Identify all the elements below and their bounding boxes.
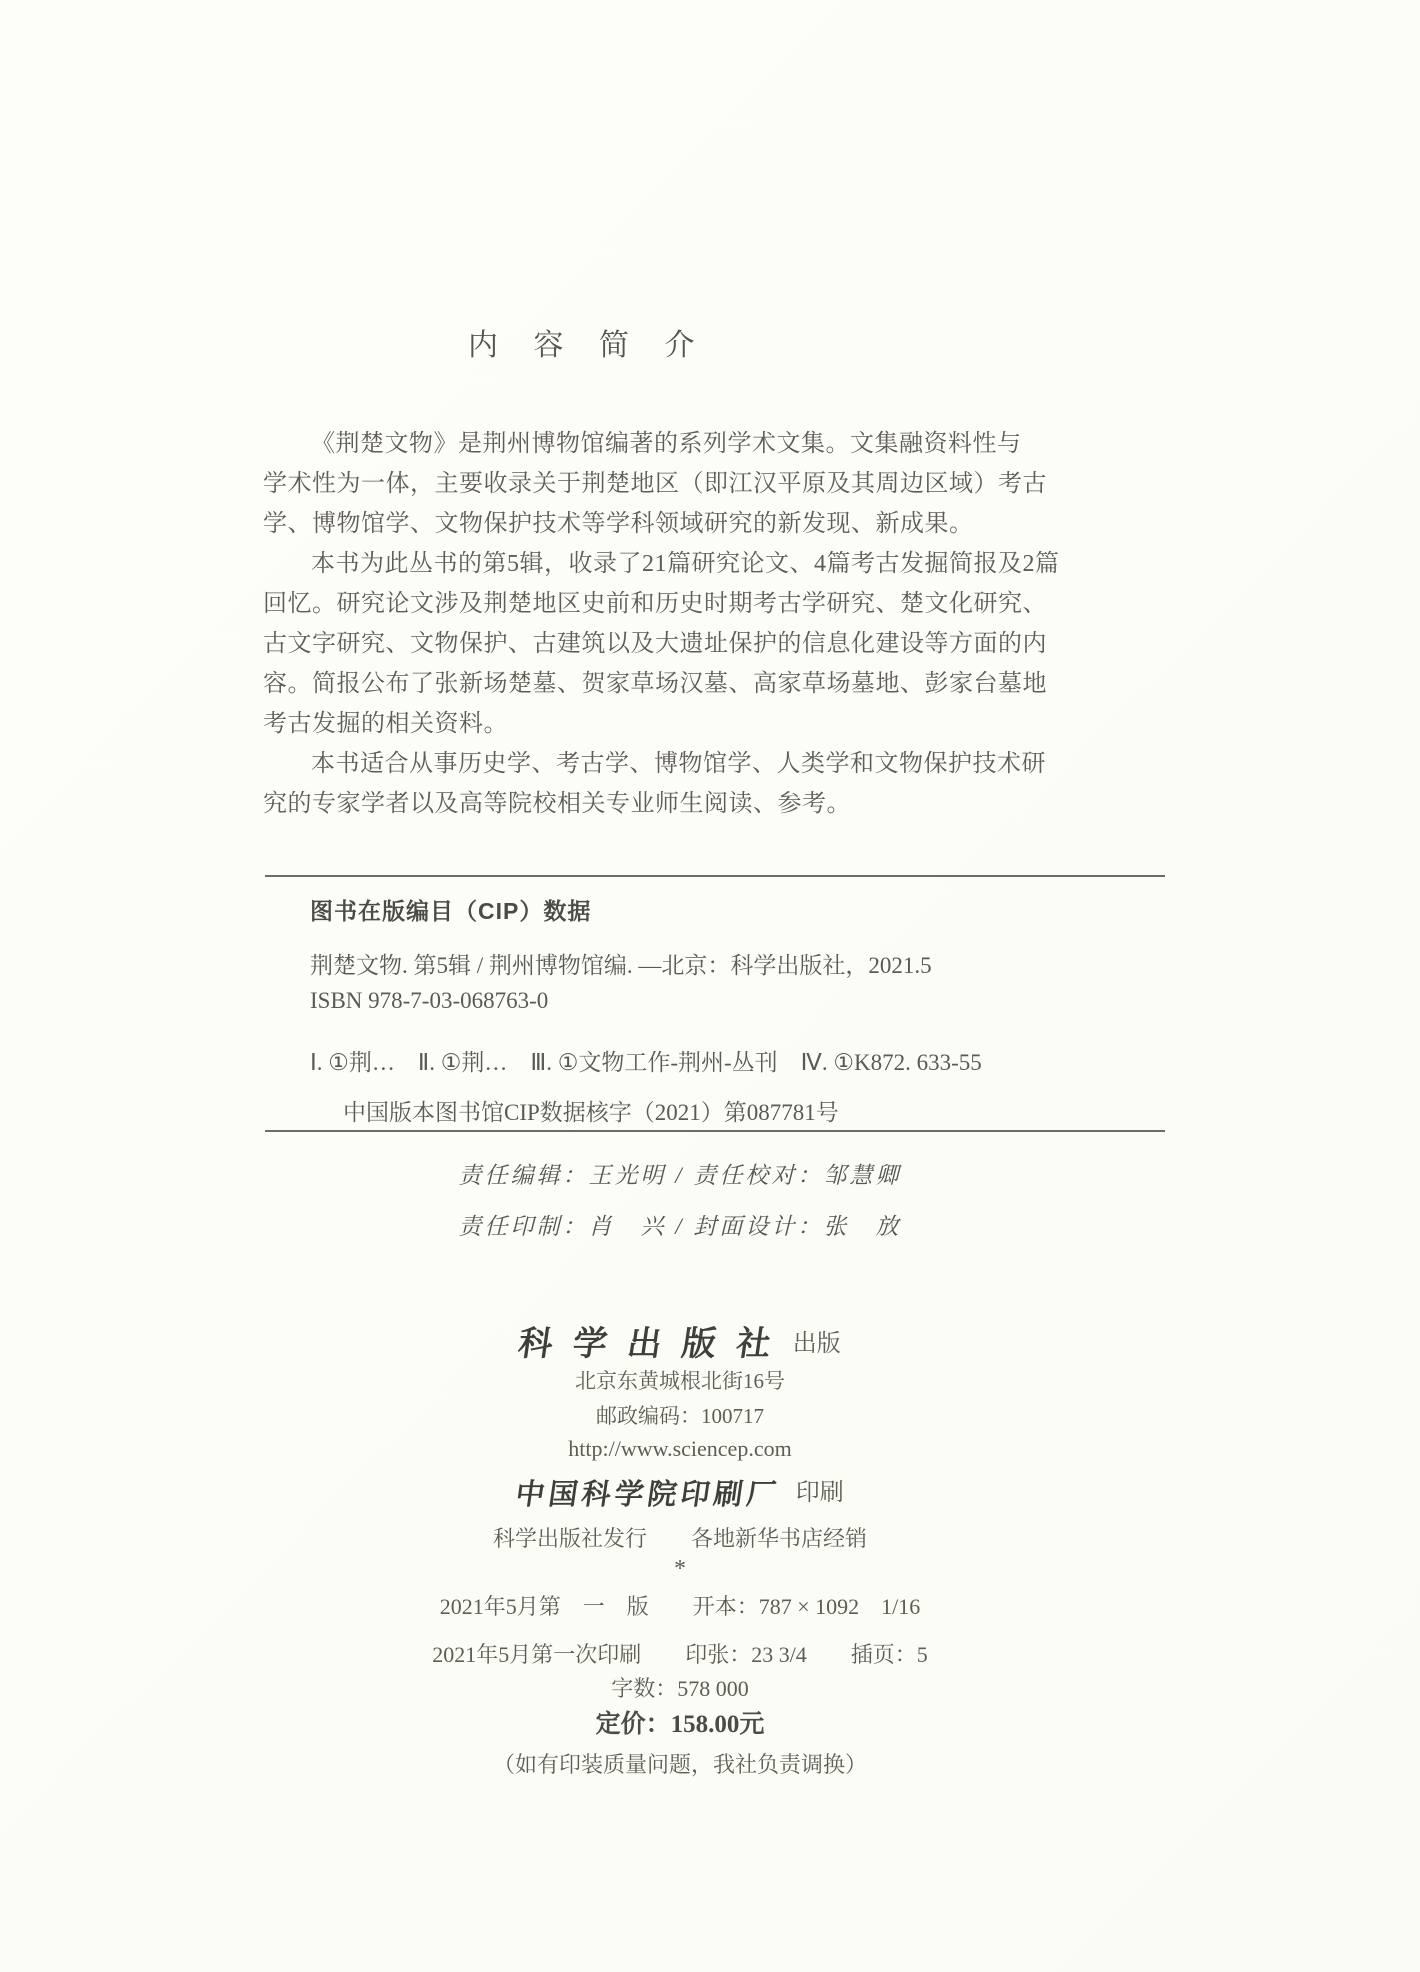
intro-line: 学、博物馆学、文物保护技术等学科领域研究的新发现、新成果。 <box>263 511 974 537</box>
word-count-line: 字数：578 000 <box>611 1676 749 1701</box>
postal-code: 邮政编码：100717 <box>596 1404 764 1428</box>
publisher-address: 北京东黄城根北街16号 <box>575 1369 785 1393</box>
staff-credits <box>263 1150 1097 1252</box>
cip-isbn: ISBN 978-7-03-068763-0 <box>310 988 549 1013</box>
intro-line: 古文字研究、文物保护、古建筑以及大遗址保护的信息化建设等方面的内 <box>263 631 1047 657</box>
publisher-line <box>263 1316 1097 1365</box>
intro-line: 《荆楚文物》是荆州博物馆编著的系列学术文集。文集融资料性与 <box>311 431 1022 457</box>
intro-line: 本书适合从事历史学、考古学、博物馆学、人类学和文物保护技术研 <box>311 751 1046 777</box>
asterisk-separator: * <box>674 1556 686 1582</box>
credit-editors: 责任编辑：王光明 / 责任校对：邹慧卿 <box>458 1163 902 1188</box>
intro-line: 究的专家学者以及高等院校相关专业师生阅读、参考。 <box>263 791 851 817</box>
cip-record-line: 中国版本图书馆CIP数据核字（2021）第087781号 <box>343 1100 839 1125</box>
intro-line: 本书为此丛书的第5辑，收录了21篇研究论文、4篇考古发掘简报及2篇 <box>311 551 1060 577</box>
intro-title: 内 容 简 介 <box>468 329 709 362</box>
intro-abstract <box>263 424 1063 824</box>
intro-line: 回忆。研究论文涉及荆楚地区史前和历史时期考古学研究、楚文化研究、 <box>263 591 1047 617</box>
intro-line: 容。简报公布了张新场楚墓、贺家草场汉墓、高家草场墓地、彭家台墓地 <box>263 671 1047 697</box>
publisher-website: http://www.sciencep.com <box>568 1436 792 1461</box>
intro-line: 学术性为一体，主要收录关于荆楚地区（即江汉平原及其周边区域）考古 <box>263 471 1047 497</box>
printer-suffix: 印刷 <box>795 1480 844 1506</box>
cip-data-box <box>265 875 1165 1132</box>
printer-line <box>263 1472 1097 1513</box>
printer-logotype: 中国科学院印刷厂 <box>513 1479 783 1511</box>
quality-notice: （如有印装质量问题，我社负责调换） <box>492 1752 867 1777</box>
cip-index-line: Ⅰ. ①荆… Ⅱ. ①荆… Ⅲ. ①文物工作-荆州-丛刊 Ⅳ. ①K872. 633-55 <box>310 1050 982 1075</box>
distribution-line: 科学出版社发行 各地新华书店经销 <box>492 1526 867 1551</box>
credit-printing: 责任印制：肖 兴 / 封面设计：张 放 <box>458 1214 902 1239</box>
publisher-suffix: 出版 <box>792 1331 841 1357</box>
cip-title-line: 荆楚文物. 第5辑 / 荆州博物馆编. —北京：科学出版社，2021.5 <box>310 953 932 978</box>
edition-line: 2021年5月第 一 版 开本：787 × 1092 1/16 <box>439 1594 921 1619</box>
cip-header: 图书在版编目（CIP）数据 <box>310 898 592 924</box>
printing-line: 2021年5月第一次印刷 印张：23 3/4 插页：5 <box>432 1642 928 1667</box>
intro-line: 考古发掘的相关资料。 <box>263 711 508 737</box>
publisher-logotype: 科 学 出 版 社 <box>516 1326 780 1363</box>
price-line: 定价：158.00元 <box>595 1711 765 1738</box>
